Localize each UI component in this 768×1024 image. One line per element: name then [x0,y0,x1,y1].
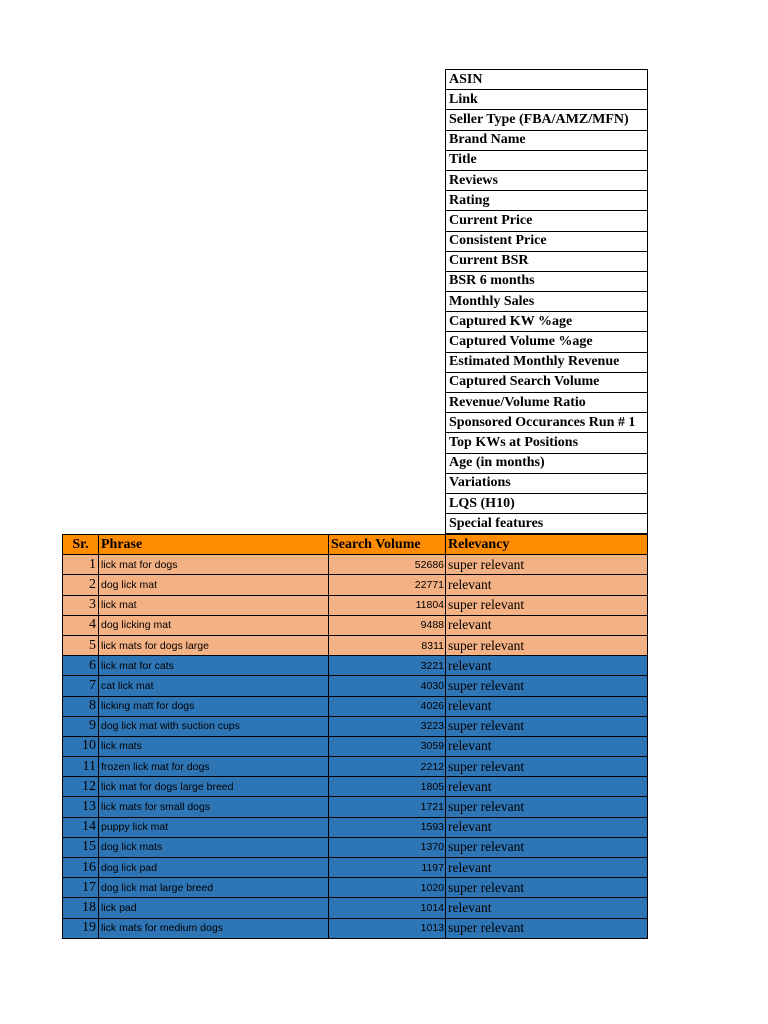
field-label[interactable]: Captured Search Volume [446,372,648,392]
header-sr[interactable]: Sr. [63,535,99,555]
field-label[interactable]: Monthly Sales [446,292,648,312]
cell-search-volume[interactable]: 1370 [329,837,446,857]
cell-phrase[interactable]: dog lick mat [99,575,329,595]
table-row [63,716,648,736]
field-row [446,211,648,231]
cell-phrase[interactable]: lick pad [99,898,329,918]
cell-search-volume[interactable]: 3223 [329,716,446,736]
field-label[interactable]: BSR 6 months [446,271,648,291]
cell-sr[interactable]: 17 [63,878,99,898]
table-row [63,635,648,655]
field-row [446,514,648,534]
field-label[interactable]: Reviews [446,170,648,190]
cell-sr[interactable]: 12 [63,777,99,797]
product-fields-table [445,69,648,534]
cell-sr[interactable]: 8 [63,696,99,716]
cell-sr[interactable]: 11 [63,757,99,777]
cell-search-volume[interactable]: 1014 [329,898,446,918]
field-label[interactable]: Variations [446,473,648,493]
cell-relevancy[interactable]: super relevant [446,635,648,655]
cell-sr[interactable]: 18 [63,898,99,918]
cell-relevancy[interactable]: relevant [446,898,648,918]
cell-relevancy[interactable]: super relevant [446,837,648,857]
field-label[interactable]: Revenue/Volume Ratio [446,393,648,413]
cell-search-volume[interactable]: 3221 [329,656,446,676]
table-row [63,878,648,898]
field-row [446,393,648,413]
table-row [63,696,648,716]
cell-sr[interactable]: 2 [63,575,99,595]
field-row [446,312,648,332]
cell-relevancy[interactable]: super relevant [446,555,648,575]
field-row [446,191,648,211]
field-row [446,413,648,433]
field-row [446,70,648,90]
cell-search-volume[interactable]: 9488 [329,615,446,635]
field-label[interactable]: Seller Type (FBA/AMZ/MFN) [446,110,648,130]
field-row [446,332,648,352]
field-label[interactable]: Age (in months) [446,453,648,473]
field-label[interactable]: Special features [446,514,648,534]
field-row [446,352,648,372]
field-row [446,493,648,513]
cell-phrase[interactable]: dog lick pad [99,858,329,878]
cell-relevancy[interactable]: super relevant [446,878,648,898]
cell-search-volume[interactable]: 4030 [329,676,446,696]
cell-phrase[interactable]: dog lick mats [99,837,329,857]
cell-sr[interactable]: 10 [63,736,99,756]
cell-search-volume[interactable]: 11804 [329,595,446,615]
cell-sr[interactable]: 7 [63,676,99,696]
field-label[interactable]: Top KWs at Positions [446,433,648,453]
table-row [63,736,648,756]
cell-relevancy[interactable]: relevant [446,858,648,878]
field-row [446,433,648,453]
cell-sr[interactable]: 14 [63,817,99,837]
table-row [63,898,648,918]
table-row [63,837,648,857]
cell-relevancy[interactable]: super relevant [446,757,648,777]
cell-phrase[interactable]: puppy lick mat [99,817,329,837]
table-row [63,555,648,575]
cell-sr[interactable]: 6 [63,656,99,676]
table-row [63,676,648,696]
field-row [446,292,648,312]
cell-sr[interactable]: 1 [63,555,99,575]
cell-relevancy[interactable]: relevant [446,615,648,635]
field-label[interactable]: Estimated Monthly Revenue [446,352,648,372]
cell-relevancy[interactable]: relevant [446,575,648,595]
field-label[interactable]: Title [446,150,648,170]
field-label[interactable]: ASIN [446,70,648,90]
field-label[interactable]: Link [446,90,648,110]
table-row [63,858,648,878]
cell-relevancy[interactable]: relevant [446,736,648,756]
field-row [446,150,648,170]
cell-sr[interactable]: 19 [63,918,99,938]
cell-search-volume[interactable]: 1593 [329,817,446,837]
table-row [63,656,648,676]
field-row [446,130,648,150]
table-row [63,615,648,635]
field-label[interactable]: Captured KW %age [446,312,648,332]
cell-relevancy[interactable]: super relevant [446,676,648,696]
table-row [63,817,648,837]
cell-phrase[interactable]: lick mats [99,736,329,756]
cell-search-volume[interactable]: 1721 [329,797,446,817]
field-row [446,90,648,110]
field-label[interactable]: Brand Name [446,130,648,150]
cell-phrase[interactable]: lick mats for medium dogs [99,918,329,938]
field-row [446,453,648,473]
field-row [446,251,648,271]
field-row [446,170,648,190]
keyword-header-row [63,535,648,555]
cell-sr[interactable]: 15 [63,837,99,857]
field-row [446,110,648,130]
cell-search-volume[interactable]: 52686 [329,555,446,575]
table-row [63,777,648,797]
cell-phrase[interactable]: lick mat for dogs [99,555,329,575]
cell-phrase[interactable]: frozen lick mat for dogs [99,757,329,777]
cell-relevancy[interactable]: relevant [446,817,648,837]
header-relevancy[interactable]: Relevancy [446,535,648,555]
cell-search-volume[interactable]: 1020 [329,878,446,898]
cell-phrase[interactable]: lick mat [99,595,329,615]
field-row [446,271,648,291]
cell-phrase[interactable]: cat lick mat [99,676,329,696]
table-row [63,757,648,777]
cell-relevancy[interactable]: super relevant [446,918,648,938]
field-label[interactable]: Current BSR [446,251,648,271]
cell-relevancy[interactable]: super relevant [446,595,648,615]
field-label[interactable]: Sponsored Occurances Run # 1 [446,413,648,433]
cell-search-volume[interactable]: 1197 [329,858,446,878]
header-search-volume[interactable]: Search Volume [329,535,446,555]
cell-search-volume[interactable]: 8311 [329,635,446,655]
field-label[interactable]: Consistent Price [446,231,648,251]
field-row [446,473,648,493]
cell-relevancy[interactable]: relevant [446,656,648,676]
cell-phrase[interactable]: dog lick mat with suction cups [99,716,329,736]
cell-search-volume[interactable]: 1805 [329,777,446,797]
cell-phrase[interactable]: lick mat for dogs large breed [99,777,329,797]
field-row [446,372,648,392]
cell-relevancy[interactable]: relevant [446,777,648,797]
cell-search-volume[interactable]: 2212 [329,757,446,777]
header-phrase[interactable]: Phrase [99,535,329,555]
table-row [63,918,648,938]
field-row [446,231,648,251]
cell-phrase[interactable]: dog licking mat [99,615,329,635]
cell-relevancy[interactable]: super relevant [446,797,648,817]
table-row [63,797,648,817]
table-row [63,575,648,595]
keyword-table [62,534,648,939]
cell-phrase[interactable]: lick mats for dogs large [99,635,329,655]
field-label[interactable]: Rating [446,191,648,211]
cell-phrase[interactable]: licking matt for dogs [99,696,329,716]
cell-search-volume[interactable]: 22771 [329,575,446,595]
cell-search-volume[interactable]: 1013 [329,918,446,938]
field-label[interactable]: Captured Volume %age [446,332,648,352]
cell-relevancy[interactable]: relevant [446,696,648,716]
cell-search-volume[interactable]: 3059 [329,736,446,756]
cell-relevancy[interactable]: super relevant [446,716,648,736]
field-label[interactable]: LQS (H10) [446,493,648,513]
cell-search-volume[interactable]: 4026 [329,696,446,716]
field-label[interactable]: Current Price [446,211,648,231]
cell-phrase[interactable]: dog lick mat large breed [99,878,329,898]
cell-sr[interactable]: 3 [63,595,99,615]
cell-sr[interactable]: 16 [63,858,99,878]
cell-phrase[interactable]: lick mat for cats [99,656,329,676]
cell-phrase[interactable]: lick mats for small dogs [99,797,329,817]
table-row [63,595,648,615]
cell-sr[interactable]: 9 [63,716,99,736]
cell-sr[interactable]: 4 [63,615,99,635]
cell-sr[interactable]: 5 [63,635,99,655]
cell-sr[interactable]: 13 [63,797,99,817]
